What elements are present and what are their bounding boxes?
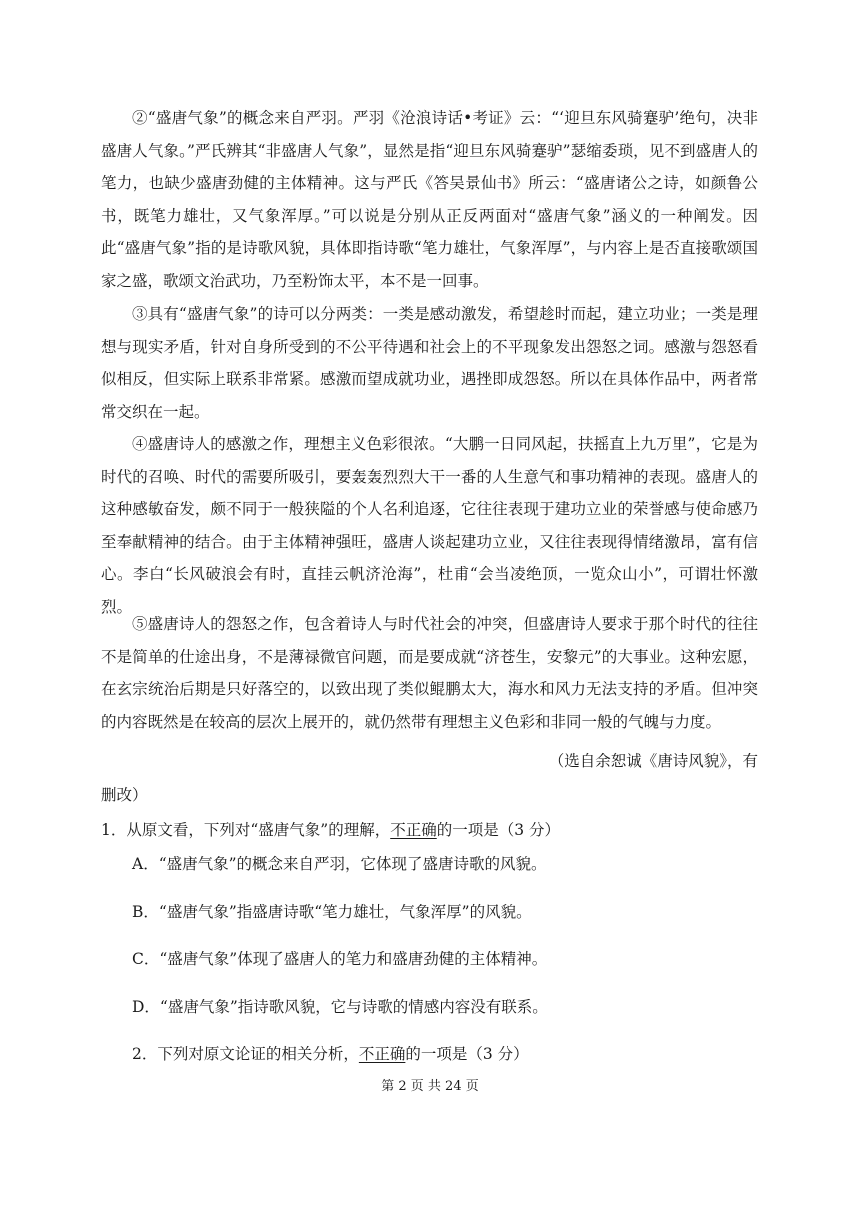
- question-1-stem: [101, 819, 560, 841]
- paragraph-2: ②“盛唐气象”的概念来自严羽。严羽《沧浪诗话•考证》云：“‘迎旦东风骑蹇驴’绝句，决非盛唐人气象。”严氏辨其“非盛唐人气象”，显然是指“迎旦东风骑蹇驴”瑟缩委琐，见不到盛唐人的笔力，也缺少盛唐劲健的主体精神。这与严氏《答吴景仙书》所云：“盛唐诸公之诗，如颜鲁公书，既笔力雄壮，又气象浑厚。”可以说是分别从正反两面对“盛唐气象”涵义的一种阐发。因此“盛唐气象”指的是诗歌风貌，具体即指诗歌“笔力雄壮，气象浑厚”，与内容上是否直接歌颂国家之盛，歌颂文治武功，乃至粉饰太平，本不是一回事。: [101, 109, 758, 290]
- source-citation-continued: 删改）: [101, 786, 148, 804]
- question-2-suffix: 的一项是（3 分）: [405, 1045, 529, 1063]
- paragraph-3: ③具有“盛唐气象”的诗可以分两类：一类是感动激发，希望趁时而起，建立功业；一类是理想与现实矛盾，针对自身所受到的不公平待遇和社会上的不平现象发出怨怒之词。感激与怨怒看似相反，但实际上联系非常紧。感激而望成就功业，遇挫即成怨怒。所以在具体作品中，两者常常交织在一起。: [101, 305, 758, 421]
- question-2-prefix: 2．下列对原文论证的相关分析，: [132, 1045, 359, 1063]
- question-1-prefix: 1．从原文看，下列对“盛唐气象”的理解，: [101, 821, 391, 839]
- question-2-emphasis: 不正确: [358, 1045, 406, 1063]
- paragraph-5: ⑤盛唐诗人的怨怒之作，包含着诗人与时代社会的冲突，但盛唐诗人要求于那个时代的往往不是简单的仕途出身，不是薄禄微官问题，而是要成就“济苍生，安黎元”的大事业。这种宏愿，在玄宗统治后期是只好落空的，以致出现了类似鲲鹏太大，海水和风力无法支持的矛盾。但冲突的内容既然是在较高的层次上展开的，就仍然带有理想主义色彩和非同一般的气魄与力度。: [101, 615, 758, 731]
- question-1-option-a: A．“盛唐气象”的概念来自严羽，它体现了盛唐诗歌的风貌。: [132, 855, 547, 873]
- question-1-option-b: B．“盛唐气象”指盛唐诗歌“笔力雄壮，气象浑厚”的风貌。: [132, 903, 532, 921]
- source-citation: （选自余恕诚《唐诗风貌》，有: [548, 752, 758, 770]
- paragraph-4: ④盛唐诗人的感激之作，理想主义色彩很浓。“大鹏一日同风起，扶摇直上九万里”，它是为时代的召唤、时代的需要所吸引，要轰轰烈烈大干一番的人生意气和事功精神的表现。盛唐人的这种感敏奋发，颇不同于一般狭隘的个人名利追逐，它往往表现于建功立业的荣誉感与使命感乃至奉献精神的结合。由于主体精神强旺，盛唐人谈起建功立业，又往往表现得情绪激昂，富有信心。李白“长风破浪会有时，直挂云帆济沧海”，杜甫“会当凌绝顶，一览众山小”，可谓壮怀激烈。: [101, 435, 758, 616]
- question-1-suffix: 的一项是（3 分）: [436, 821, 561, 839]
- page-number: 第 2 页 共 24 页: [381, 1079, 479, 1094]
- question-1-option-c: C．“盛唐气象”体现了盛唐人的笔力和盛唐劲健的主体精神。: [132, 950, 548, 968]
- question-2-stem: [132, 1043, 529, 1065]
- question-1-emphasis: 不正确: [390, 821, 437, 839]
- question-1-option-d: D．“盛唐气象”指诗歌风貌，它与诗歌的情感内容没有联系。: [132, 998, 548, 1016]
